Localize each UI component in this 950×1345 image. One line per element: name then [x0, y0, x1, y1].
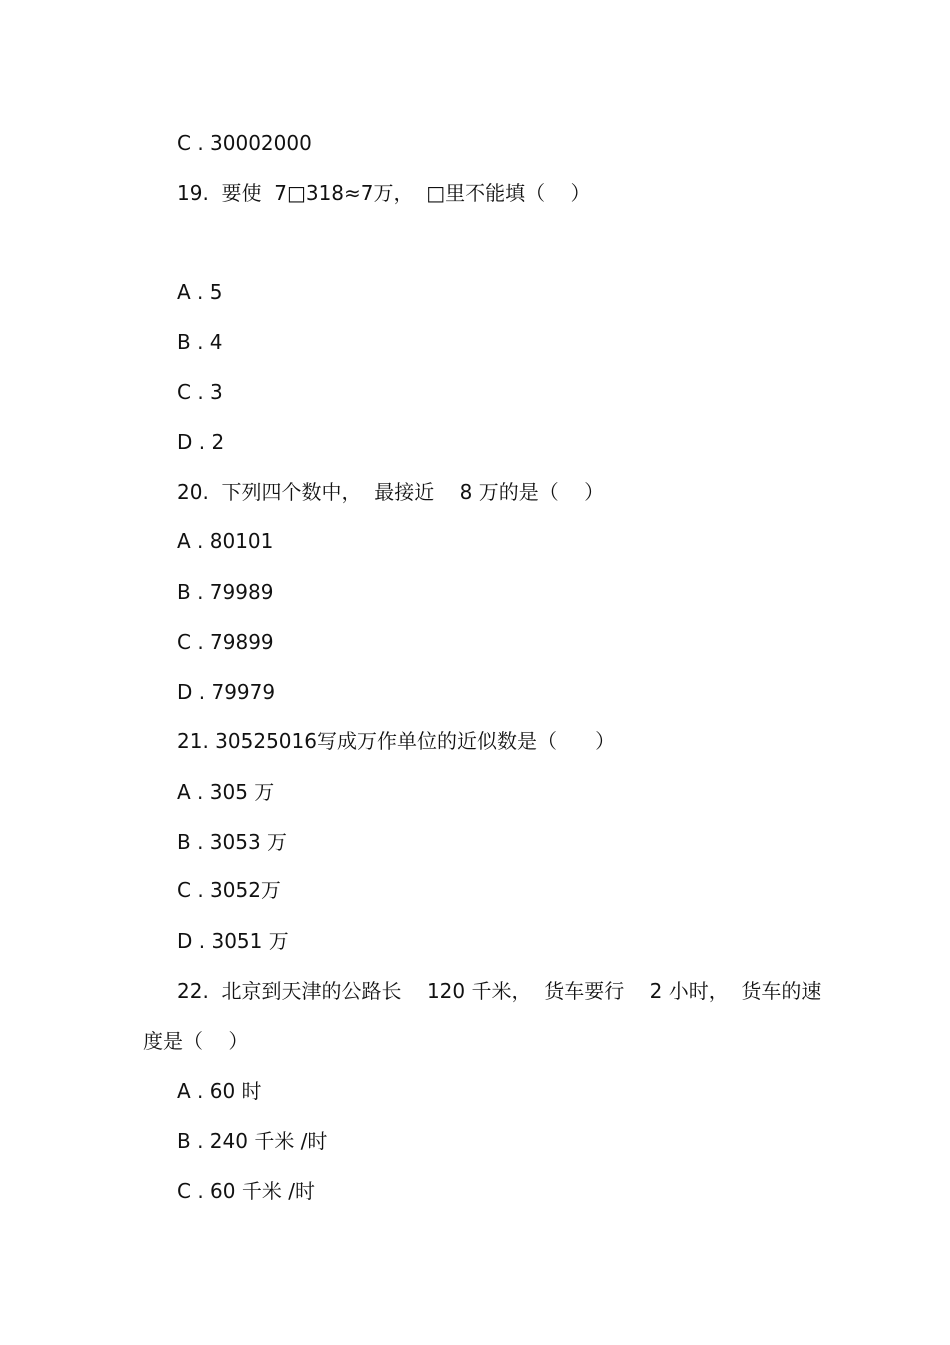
- q21-option-a: A . 305 万: [177, 780, 275, 804]
- q22-option-a: A . 60 时: [177, 1079, 262, 1103]
- q19-option-c: C . 3: [177, 380, 223, 404]
- q22-question: 22. 北京到天津的公路长 120 千米， 货车要行 2 小时， 货车的速: [177, 979, 822, 1003]
- q22-question-continued: 度是（ ）: [143, 1029, 249, 1053]
- q21-option-c: C . 3052万: [177, 878, 281, 902]
- q19-question: 19. 要使 7□318≈7万， □里不能填（ ）: [177, 181, 591, 205]
- q22-option-c: C . 60 千米 /时: [177, 1179, 315, 1203]
- q19-option-a: A . 5: [177, 280, 223, 304]
- q20-option-d: D . 79979: [177, 680, 276, 704]
- q21-option-d: D . 3051 万: [177, 929, 289, 953]
- q20-option-b: B . 79989: [177, 580, 274, 604]
- q20-option-c: C . 79899: [177, 630, 274, 654]
- q21-question: 21. 30525016写成万作单位的近似数是（ ）: [177, 729, 616, 753]
- q20-question: 20. 下列四个数中， 最接近 8 万的是（ ）: [177, 480, 605, 504]
- q19-option-b: B . 4: [177, 330, 223, 354]
- q20-option-a: A . 80101: [177, 529, 274, 553]
- q22-option-b: B . 240 千米 /时: [177, 1129, 328, 1153]
- q18-option-c: C . 30002000: [177, 131, 312, 155]
- q21-option-b: B . 3053 万: [177, 830, 288, 854]
- q19-option-d: D . 2: [177, 430, 225, 454]
